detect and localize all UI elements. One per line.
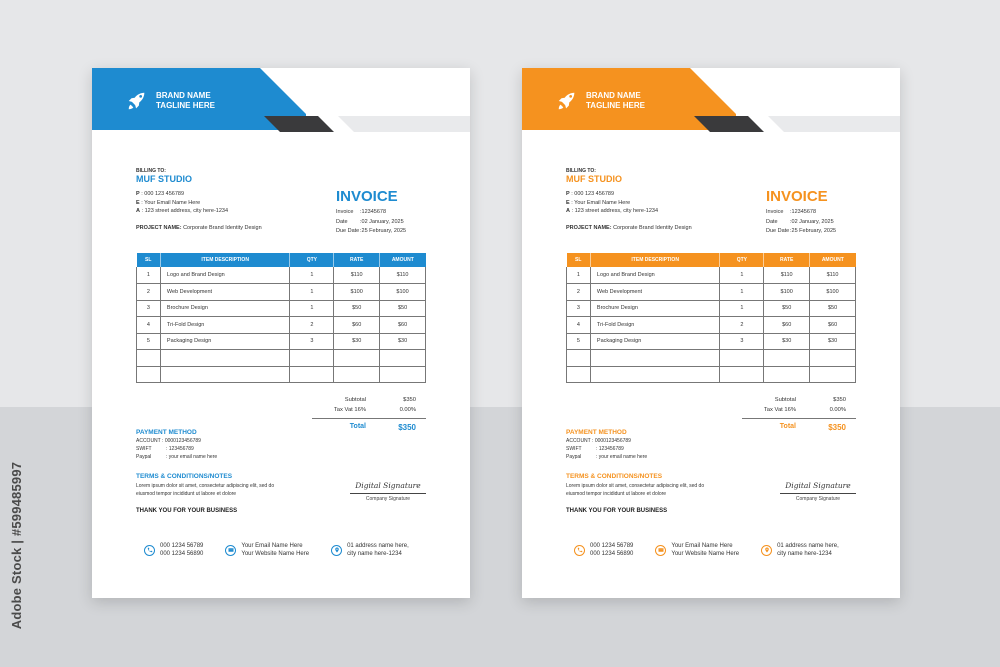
signature-line (350, 493, 426, 494)
payment-paypal: Paypal : your email name here (136, 454, 218, 460)
table-cell: 1 (290, 267, 334, 284)
table-cell: $110 (764, 267, 810, 284)
table-body (567, 267, 856, 383)
table-cell (764, 366, 810, 383)
phone-icon (574, 545, 585, 556)
table-cell (720, 350, 764, 367)
rocket-icon (126, 90, 148, 112)
table-cell: 2 (290, 317, 334, 334)
table-cell: $60 (764, 317, 810, 334)
footer-email: Your Email Name Here Your Website Name Here (655, 542, 739, 558)
totals-block (312, 395, 426, 432)
payment-paypal: Paypal : your email name here (566, 454, 648, 460)
location-pin-icon (331, 545, 342, 556)
terms-text: Lorem ipsum dolor sit amet, consectetur adipiscing elit, sed do eiusmod tempor incididunt ut labore et dolore (566, 483, 705, 497)
table-cell: 3 (720, 333, 764, 350)
table-cell: Logo and Brand Design (160, 267, 290, 284)
table-row (137, 300, 426, 317)
payment-swift: SWIFT : 123456789 (566, 446, 624, 452)
items-table (566, 253, 856, 383)
signature-block (780, 481, 856, 502)
table-row (137, 267, 426, 284)
location-pin-icon (761, 545, 772, 556)
table-header-cell: QTY (720, 253, 764, 267)
table-cell (567, 366, 591, 383)
payment-title: PAYMENT METHOD (566, 429, 627, 436)
table-row (137, 366, 426, 383)
table-row (567, 317, 856, 334)
table-row (567, 300, 856, 317)
footer-phone: 000 1234 56789 000 1234 56890 (574, 542, 633, 558)
table-header-cell: SL (137, 253, 161, 267)
footer-address: 01 address name here, city name here-1234 (761, 542, 839, 558)
footer-contacts (144, 542, 409, 558)
table-cell (334, 350, 380, 367)
table-cell: $100 (764, 284, 810, 301)
footer-address: 01 address name here, city name here-1234 (331, 542, 409, 558)
table-cell (590, 366, 720, 383)
terms-title: TERMS & CONDITIONS/NOTES (136, 473, 233, 480)
table-cell: $60 (380, 317, 426, 334)
project-line: PROJECT NAME: Corporate Brand Identity Design (136, 225, 262, 231)
table-cell: $110 (334, 267, 380, 284)
totals-divider (312, 418, 426, 419)
table-cell (590, 350, 720, 367)
table-cell: $100 (810, 284, 856, 301)
brand-name: BRAND NAME (586, 91, 641, 100)
billing-label: BILLING TO: (566, 168, 596, 174)
table-cell: $110 (380, 267, 426, 284)
table-cell (720, 366, 764, 383)
table-cell: $50 (810, 300, 856, 317)
invoice-number-row: Invoice : 12345678 (336, 209, 387, 215)
table-header-cell: ITEM DESCRIPTION (160, 253, 290, 267)
brand-block (556, 90, 645, 112)
table-cell: $100 (334, 284, 380, 301)
table-cell (290, 350, 334, 367)
project-line: PROJECT NAME: Corporate Brand Identity Design (566, 225, 692, 231)
invoice-due-row: Due Date : 25 February, 2025 (336, 228, 407, 234)
signature-script: Digital Signature (785, 481, 851, 490)
table-header-cell: SL (567, 253, 591, 267)
table-header-cell: ITEM DESCRIPTION (590, 253, 720, 267)
table-cell: Tri-Fold Design (590, 317, 720, 334)
table-cell: $50 (334, 300, 380, 317)
invoice-due-row: Due Date : 25 February, 2025 (766, 228, 837, 234)
table-cell: $50 (380, 300, 426, 317)
table-cell: $30 (334, 333, 380, 350)
table-header-row (567, 253, 856, 267)
table-cell: 1 (720, 267, 764, 284)
table-cell: Logo and Brand Design (590, 267, 720, 284)
payment-account: ACCOUNT : 0000123456789 (566, 438, 631, 444)
table-header-cell: RATE (764, 253, 810, 267)
invoice-page-orange (522, 68, 900, 598)
table-cell: 3 (567, 300, 591, 317)
client-contact (566, 190, 658, 216)
table-cell (137, 366, 161, 383)
subtotal-row: Subtotal $350 (774, 397, 846, 403)
client-address-line: A : 123 street address, city here-1234 (566, 208, 659, 214)
brand-block (126, 90, 215, 112)
invoice-number-row: Invoice : 12345678 (766, 209, 817, 215)
payment-swift: SWIFT : 123456789 (136, 446, 194, 452)
table-cell: 1 (137, 267, 161, 284)
thanks-message: THANK YOU FOR YOUR BUSINESS (136, 508, 238, 514)
table-cell (160, 350, 290, 367)
signature-script: Digital Signature (355, 481, 421, 490)
table-row (567, 267, 856, 284)
table-cell: 1 (567, 267, 591, 284)
invoice-meta (766, 208, 836, 237)
table-header-cell: AMOUNT (821, 257, 844, 263)
email-icon (655, 545, 666, 556)
totals-block (742, 395, 856, 432)
payment-title: PAYMENT METHOD (136, 429, 197, 436)
table-cell: 1 (290, 284, 334, 301)
signature-line (780, 493, 856, 494)
table-cell: Tri-Fold Design (160, 317, 290, 334)
invoice-date-row: Date : 02 January, 2025 (336, 218, 404, 225)
table-row (567, 284, 856, 301)
footer-contacts (574, 542, 839, 558)
table-cell: Brochure Design (590, 300, 720, 317)
table-cell: $30 (380, 333, 426, 350)
table-row (137, 284, 426, 301)
invoice-date-row: Date : 02 January, 2025 (766, 218, 834, 225)
table-cell: $30 (764, 333, 810, 350)
brand-tagline: TAGLINE HERE (586, 101, 645, 110)
table-cell: Web Development (590, 284, 720, 301)
table-row (567, 350, 856, 367)
table-cell (810, 350, 856, 367)
thanks-message: THANK YOU FOR YOUR BUSINESS (566, 508, 668, 514)
table-cell (567, 350, 591, 367)
client-email-line: E : Your Email Name Here (136, 199, 201, 206)
table-cell: 1 (720, 284, 764, 301)
table-cell: $110 (810, 267, 856, 284)
table-cell: 5 (137, 333, 161, 350)
table-cell: Packaging Design (590, 333, 720, 350)
table-cell: $60 (810, 317, 856, 334)
table-header-cell: RATE (334, 253, 380, 267)
table-header-cell: AMOUNT (391, 257, 414, 263)
table-cell: 2 (720, 317, 764, 334)
total-row: Total $350 (779, 423, 846, 432)
table-cell (380, 350, 426, 367)
table-cell: $100 (380, 284, 426, 301)
table-cell: 1 (720, 300, 764, 317)
client-phone-line: P : 000 123 456789 (136, 191, 185, 197)
invoice-page-blue (92, 68, 470, 598)
items-table (136, 253, 426, 383)
table-cell (137, 350, 161, 367)
stock-id-watermark (2, 430, 32, 660)
table-cell (160, 366, 290, 383)
signature-label: Company Signature (795, 496, 841, 502)
table-cell: $50 (764, 300, 810, 317)
table-cell: 3 (290, 333, 334, 350)
brand-tagline: TAGLINE HERE (156, 101, 215, 110)
table-row (137, 317, 426, 334)
invoice-title: INVOICE (336, 188, 398, 205)
terms-text: Lorem ipsum dolor sit amet, consectetur adipiscing elit, sed do eiusmod tempor incididunt ut labore et dolore (136, 483, 275, 497)
footer-email: Your Email Name Here Your Website Name Here (225, 542, 309, 558)
table-row (567, 366, 856, 383)
email-icon (225, 545, 236, 556)
signature-block (350, 481, 426, 502)
client-name: MUF STUDIO (136, 174, 192, 184)
rocket-icon (556, 90, 578, 112)
stock-id-text: Adobe Stock | #599485997 (9, 461, 25, 629)
client-address-line: A : 123 street address, city here-1234 (136, 208, 229, 214)
signature-label: Company Signature (365, 496, 411, 502)
table-cell: 3 (137, 300, 161, 317)
table-cell: $60 (334, 317, 380, 334)
table-cell (810, 366, 856, 383)
total-row: Total $350 (349, 423, 416, 432)
table-cell (334, 366, 380, 383)
table-cell: Brochure Design (160, 300, 290, 317)
tax-row: Tax Vat 16% 0.00% (333, 407, 416, 413)
table-cell: 1 (290, 300, 334, 317)
invoice-title: INVOICE (766, 188, 828, 205)
table-header-row (137, 253, 426, 267)
table-cell: 5 (567, 333, 591, 350)
table-cell (380, 366, 426, 383)
footer-phone: 000 1234 56789 000 1234 56890 (144, 542, 203, 558)
client-name: MUF STUDIO (566, 174, 622, 184)
subtotal-row: Subtotal $350 (344, 397, 416, 403)
table-body (137, 267, 426, 383)
table-cell: 4 (567, 317, 591, 334)
table-cell: 2 (137, 284, 161, 301)
table-row (567, 333, 856, 350)
client-phone-line: P : 000 123 456789 (566, 191, 615, 197)
table-row (137, 350, 426, 367)
payment-account: ACCOUNT : 0000123456789 (136, 438, 201, 444)
client-email-line: E : Your Email Name Here (566, 199, 631, 206)
table-row (137, 333, 426, 350)
table-header-cell: QTY (290, 253, 334, 267)
payment-details (136, 437, 217, 461)
client-contact (136, 190, 228, 216)
table-cell (290, 366, 334, 383)
table-cell: Packaging Design (160, 333, 290, 350)
brand-name: BRAND NAME (156, 91, 211, 100)
table-cell: Web Development (160, 284, 290, 301)
totals-divider (742, 418, 856, 419)
table-cell: 2 (567, 284, 591, 301)
billing-label: BILLING TO: (136, 168, 166, 174)
payment-details (566, 437, 647, 461)
table-cell (764, 350, 810, 367)
terms-title: TERMS & CONDITIONS/NOTES (566, 473, 663, 480)
table-cell: $30 (810, 333, 856, 350)
phone-icon (144, 545, 155, 556)
tax-row: Tax Vat 16% 0.00% (763, 407, 846, 413)
table-cell: 4 (137, 317, 161, 334)
invoice-meta (336, 208, 406, 237)
